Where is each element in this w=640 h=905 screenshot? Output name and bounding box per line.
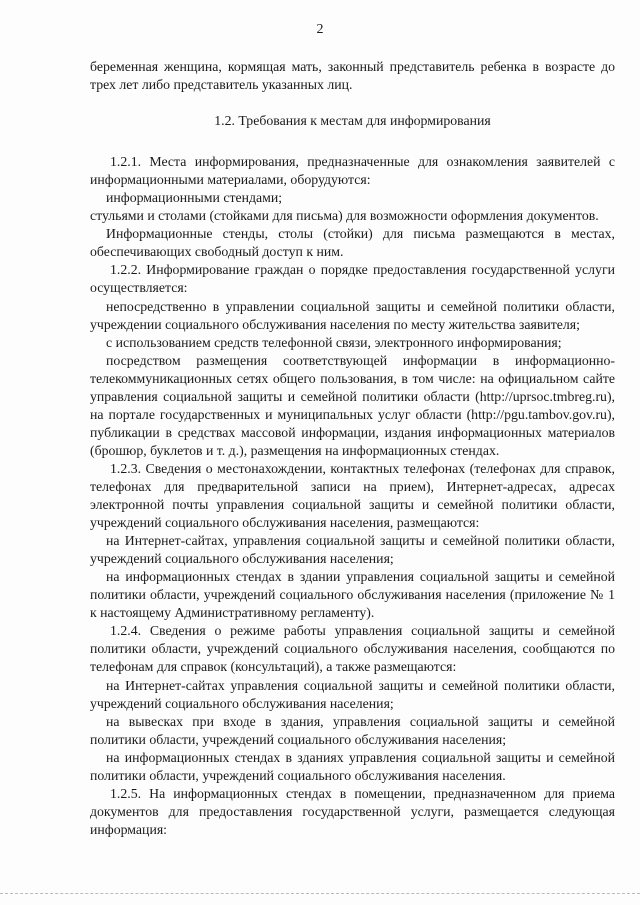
section-heading: 1.2. Требования к местам для информирования xyxy=(214,113,491,129)
paragraph: Информационные стенды, столы (стойки) для письма размещаются в местах, обеспечивающих свободный доступ к ним. xyxy=(90,226,615,260)
page-edge-divider xyxy=(0,893,640,894)
paragraph: на информационных стендах в зданиях управления социальной защиты и семейной политики области, учреждений социального обслуживания населения. xyxy=(90,749,615,783)
paragraph: стульями и столами (стойками для письма) для возможности оформления документов. xyxy=(90,208,599,224)
paragraph: посредством размещения соответствующей информации в информационно-телекоммуникационных сетях общего пользования, в том числе: на официальном сайте управления социальной защиты и семейной политики области (http://uprsoc.tmbreg.ru), на портале государственных и муниципальных услуг области (http://pgu.tambov.gov.ru), публикации в средствах массовой информации, издания информационных материалов (брошюр, буклетов и т. д.), размещения на информационных стендах. xyxy=(90,352,615,458)
paragraph: на информационных стендах в здании управления социальной защиты и семейной политики области, учреждений социального обслуживания населения (приложение № 1 к настоящему Административному регламенту). xyxy=(90,569,615,621)
paragraph: 1.2.4. Сведения о режиме работы управления социальной защиты и семейной политики области, учреждений социального обслуживания населения, сообщаются по телефонам для справок (консультаций), а также размещаются: xyxy=(90,623,615,675)
paragraph: 1.2.2. Информирование граждан о порядке предоставления государственной услуги осуществляется: xyxy=(90,262,615,296)
page-number: 2 xyxy=(316,22,324,37)
paragraph: беременная женщина, кормящая мать, законный представитель ребенка в возрасте до трех лет либо представитель указанных лиц. xyxy=(90,59,615,93)
paragraph: информационными стендами; xyxy=(106,190,283,206)
paragraph: на вывесках при входе в здания, управления социальной защиты и семейной политики области, учреждений социального обслуживания населения; xyxy=(90,713,615,747)
paragraph: непосредственно в управлении социальной защиты и семейной политики области, учреждении социального обслуживания населения по месту жительства заявителя; xyxy=(90,298,615,332)
paragraph: с использованием средств телефонной связи, электронного информирования; xyxy=(106,334,562,350)
document-body xyxy=(90,58,615,839)
paragraph: на Интернет-сайтах, управления социальной защиты и семейной политики области, учреждений социального обслуживания населения; xyxy=(90,533,615,567)
paragraph: 1.2.5. На информационных стендах в помещении, предназначенном для приема документов для предоставления государственной услуги, размещается следующая информация: xyxy=(90,785,615,837)
paragraph: 1.2.1. Места информирования, предназначенные для ознакомления заявителей с информационными материалами, оборудуются: xyxy=(90,154,615,188)
paragraph: 1.2.3. Сведения о местонахождении, контактных телефонах (телефонах для справок, телефонах для предварительной записи на прием), Интернет-адресах, адресах электронной почты управления социальной защиты и семейной политики области, учреждений социального обслуживания населения, размещаются: xyxy=(90,460,615,531)
paragraph: на Интернет-сайтах управления социальной защиты и семейной политики области, учреждений социального обслуживания населения; xyxy=(90,677,615,711)
